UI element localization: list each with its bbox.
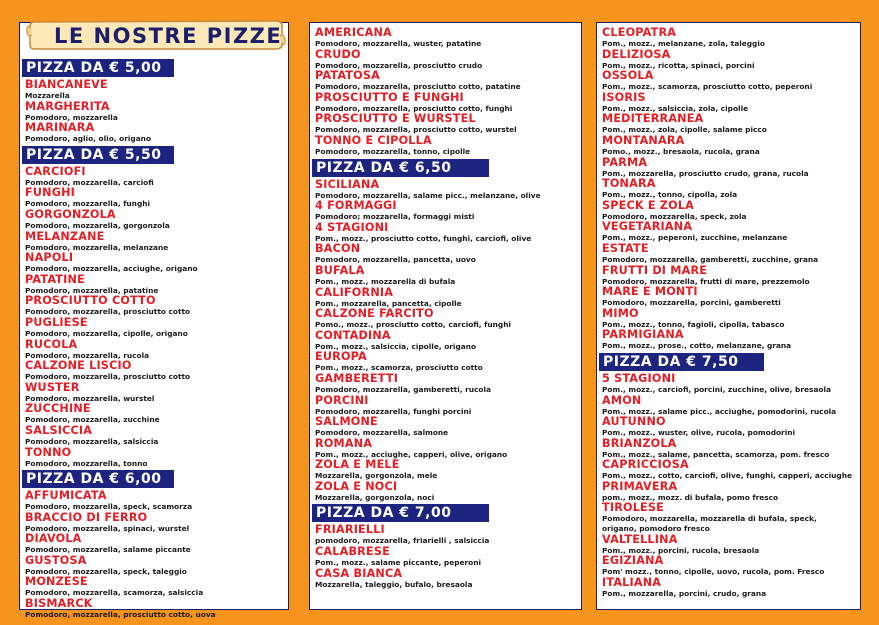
- pizza-ingredients: Pomodoro, mozzarella, wuster, patatine: [315, 39, 482, 48]
- pizza-name: 5 STAGIONI: [602, 371, 676, 385]
- pizza-name: AMERICANA: [315, 26, 392, 39]
- pizza-ingredients: Pom., mozz., tonno, fagioli, cipolla, tabasco: [602, 319, 785, 329]
- pizza-ingredients: Pomodoro, mozzarella, tonno, cipolle: [315, 146, 471, 156]
- pizza-ingredients: Pomodoro, mozzarella, cipolle, origano: [25, 328, 188, 338]
- pizza-name: CONTADINA: [315, 328, 391, 342]
- price-section-header: PIZZA DA € 7,00: [312, 504, 489, 522]
- pizza-name: FRIARIELLI: [315, 523, 385, 537]
- pizza-item: [315, 92, 577, 114]
- pizza-item: [315, 546, 577, 568]
- pizza-ingredients: Pomodoro, mozzarella, porcini, gamberetti: [602, 298, 781, 308]
- pizza-ingredients: Pomodoro, mozzarella, salame picc., melanzane, olive: [315, 190, 541, 200]
- pizza-item: [25, 101, 284, 123]
- pizza-ingredients: Mozzarella, gorgonzola, noci: [315, 492, 435, 502]
- pizza-ingredients: Pomodoro, mozzarella, carciofi: [25, 177, 154, 187]
- pizza-item: [25, 598, 284, 620]
- pizza-ingredients: Pomodoro, mozzarella, prosciutto cotto: [25, 307, 191, 317]
- pizza-item: [602, 178, 856, 200]
- pizza-item: [315, 373, 577, 395]
- pizza-item: [25, 403, 284, 425]
- pizza-name: GUSTOSA: [25, 553, 87, 567]
- pizza-item: [315, 438, 577, 460]
- pizza-item: [602, 395, 856, 417]
- pizza-ingredients: Pomodoro, mozzarella, scamorza, salsiccia: [25, 588, 204, 598]
- pizza-ingredients: pomodoro, mozzarella, friarielli , salsiccia: [315, 536, 490, 546]
- pizza-name: SICILIANA: [315, 177, 380, 191]
- pizza-name: BUFALA: [315, 263, 365, 277]
- price-section-header: PIZZA DA € 7,50: [599, 353, 764, 371]
- pizza-name: MARE E MONTI: [602, 285, 698, 299]
- pizza-item: [602, 481, 856, 503]
- pizza-name: GORGONZOLA: [25, 207, 116, 221]
- pizza-item: [602, 577, 856, 599]
- pizza-ingredients: pom., mozz., mozz. di bufala, pomo fresco: [602, 492, 779, 502]
- pizza-name: 4 STAGIONI: [315, 220, 389, 234]
- pizza-item: [25, 512, 284, 534]
- pizza-item: [25, 382, 284, 404]
- pizza-name: BRACCIO DI FERRO: [25, 510, 148, 524]
- pizza-name: CALABRESE: [315, 545, 390, 559]
- pizza-item: [25, 79, 284, 101]
- pizza-name: TONNO: [25, 445, 72, 459]
- pizza-ingredients: Pomodoro, mozzarella, speck, zola: [602, 211, 747, 221]
- pizza-name: TONNO E CIPOLLA: [315, 133, 432, 147]
- pizza-ingredients: Pomodoro, mozzarella, prosciutto cotto, uova: [25, 610, 216, 620]
- pizza-name: VALTELLINA: [602, 532, 678, 546]
- pizza-name: MARINARA: [25, 121, 95, 135]
- pizza-ingredients: Pom., mozz., mozzarella di bufala: [315, 276, 456, 286]
- pizza-name: MEDITERRANEA: [602, 112, 704, 126]
- pizza-item: [25, 317, 284, 339]
- pizza-name: AMON: [602, 393, 642, 407]
- pizza-name: PROSCIUTTO E WURSTEL: [315, 112, 476, 126]
- pizza-ingredients: Pomodoro, mozzarella, tonno: [25, 458, 148, 468]
- pizza-ingredients: Pom., mozz., scamorza, prosciutto cotto: [315, 363, 483, 373]
- pizza-name: GAMBERETTI: [315, 371, 399, 385]
- title-banner: [24, 18, 288, 52]
- pizza-name: PARMIGIANA: [602, 328, 684, 342]
- pizza-item: [315, 179, 577, 201]
- pizza-item: [315, 459, 577, 481]
- pizza-ingredients: Pomo., mozz., prosciutto cotto, carciofi, funghi: [315, 320, 512, 330]
- pizza-ingredients: Pomodoro, mozzarella, acciughe, origano: [25, 264, 198, 274]
- menu-title: LE NOSTRE PIZZE: [54, 24, 283, 48]
- pizza-item: [315, 27, 577, 49]
- pizza-name: EUROPA: [315, 350, 367, 364]
- pizza-item: [602, 308, 856, 330]
- pizza-item: [602, 157, 856, 179]
- price-section-header: PIZZA DA € 5,50: [22, 146, 174, 164]
- pizza-ingredients: Pom., mozz., zola, cipolle, salame picco: [602, 125, 767, 135]
- menu-column-3: [596, 22, 861, 610]
- pizza-name: MIMO: [602, 306, 639, 320]
- pizza-name: BISMARCK: [25, 597, 93, 611]
- pizza-item: [25, 447, 284, 469]
- pizza-ingredients: Pomodoro, mozzarella, prosciutto cotto: [25, 372, 191, 382]
- pizza-item: [315, 200, 577, 222]
- pizza-name: EGIZIANA: [602, 554, 664, 568]
- pizza-ingredients: Pomodoro, mozzarella, gorgonzola: [25, 220, 170, 230]
- pizza-name: SPECK E ZOLA: [602, 198, 695, 212]
- pizza-item: [602, 135, 856, 157]
- pizza-name: CALZONE LISCIO: [25, 359, 132, 373]
- pizza-item: [25, 166, 284, 188]
- pizza-item: [602, 438, 856, 460]
- pizza-name: ZUCCHINE: [25, 402, 91, 416]
- pizza-ingredients: Pom., mozz., porcini, rucola, bresaola: [602, 545, 760, 555]
- pizza-ingredients: Pomodoro, mozzarella, spinaci, wurstel: [25, 523, 190, 533]
- pizza-ingredients: Pomodoro, mozzarella, speck, taleggio: [25, 566, 187, 576]
- pizza-ingredients: Pom., mozz., acciughe, capperi, olive, origano: [315, 449, 508, 459]
- pizza-name: BRIANZOLA: [602, 436, 677, 450]
- pizza-item: [25, 209, 284, 231]
- pizza-ingredients: Pomodoro, mozzarella, funghi: [25, 199, 151, 209]
- pizza-name: PORCINI: [315, 393, 369, 407]
- pizza-item: [25, 425, 284, 447]
- pizza-name: ROMANA: [315, 436, 373, 450]
- pizza-item: [602, 113, 856, 135]
- pizza-item: [315, 524, 577, 546]
- pizza-name: CALIFORNIA: [315, 285, 394, 299]
- pizza-ingredients: Pomodoro, mozzarella, salmone: [315, 428, 449, 438]
- pizza-ingredients: Pom., mozz., melanzane, zola, taleggio: [602, 39, 765, 48]
- pizza-ingredients: Pomodoro, mozzarella, gamberetti, zucchine, grana: [602, 254, 819, 264]
- pizza-item: [315, 308, 577, 330]
- pizza-item: [315, 135, 577, 157]
- pizza-item: [602, 416, 856, 438]
- pizza-item: [602, 555, 856, 577]
- pizza-item: [315, 395, 577, 417]
- pizza-ingredients: Pom., mozz., salame picc., acciughe, pomodorini, rucola: [602, 406, 837, 416]
- pizza-ingredients: Mozzarella: [25, 91, 70, 100]
- pizza-item: [315, 49, 577, 71]
- pizza-name: PRIMAVERA: [602, 479, 678, 493]
- pizza-item: [602, 92, 856, 114]
- pizza-item: [25, 231, 284, 253]
- pizza-item: [602, 200, 856, 222]
- pizza-name: ZOLA E NOCI: [315, 479, 398, 493]
- pizza-ingredients: Pomo., mozz., bresaola, rucola, grana: [602, 146, 760, 156]
- pizza-item: [602, 534, 856, 556]
- pizza-item: [315, 568, 577, 590]
- pizza-ingredients-continued: origano, pomodoro fresco: [602, 524, 710, 534]
- pizza-item: [315, 243, 577, 265]
- pizza-ingredients: Pomodoro, mozzarella: [25, 112, 118, 122]
- pizza-name: CASA BIANCA: [315, 566, 403, 580]
- pizza-item: [25, 187, 284, 209]
- pizza-item: [602, 373, 856, 395]
- pizza-name: PATATOSA: [315, 69, 380, 83]
- pizza-name: FRUTTI DI MARE: [602, 263, 708, 277]
- pizza-item: [25, 295, 284, 317]
- price-section-header: PIZZA DA € 6,00: [22, 470, 174, 488]
- pizza-name: AFFUMICATA: [25, 489, 107, 503]
- pizza-ingredients: Mozzarella, taleggio, bufalo, bresaola: [315, 579, 473, 589]
- pizza-name: SALMONE: [315, 415, 378, 429]
- pizza-ingredients: Pom., mozzarella, porcini, crudo, grana: [602, 588, 767, 598]
- pizza-name: CARCIOFI: [25, 164, 86, 178]
- pizza-name: MARGHERITA: [25, 99, 110, 113]
- pizza-ingredients: Pomodoro, mozzarella, rucola: [25, 350, 150, 360]
- pizza-item: [315, 351, 577, 373]
- pizza-name: DIAVOLA: [25, 532, 82, 546]
- pizza-ingredients: Pom., mozz., carciofi, porcini, zucchine, olive, bresaola: [602, 384, 831, 394]
- pizza-item: [315, 265, 577, 287]
- pizza-name: TONARA: [602, 177, 656, 191]
- pizza-item: [315, 113, 577, 135]
- pizza-ingredients: Pomodoro, mozzarella, salsiccia: [25, 436, 159, 446]
- pizza-item: [602, 502, 856, 533]
- pizza-item: [25, 274, 284, 296]
- pizza-item: [602, 49, 856, 71]
- pizza-ingredients: Pomodoro, mozzarella, melanzane: [25, 242, 169, 252]
- pizza-name: CALZONE FARCITO: [315, 307, 434, 321]
- pizza-name: ESTATE: [602, 241, 649, 255]
- pizza-ingredients: Pomodoro, aglio, olio, origano: [25, 134, 152, 144]
- pizza-item: [25, 360, 284, 382]
- pizza-item: [602, 70, 856, 92]
- pizza-ingredients: Mozzarella, gorgonzola, mele: [315, 471, 438, 481]
- pizza-ingredients: Pom., mozz., ricotta, spinaci, porcini: [602, 60, 755, 70]
- pizza-ingredients: Pomodoro; mozzarella, formaggi misti: [315, 212, 475, 222]
- pizza-ingredients: Pomodoro, mozzarella, prosciutto cotto, funghi: [315, 103, 513, 113]
- pizza-item: [602, 329, 856, 351]
- pizza-ingredients: Pomodoro, mozzarella, mozzarella di bufala, speck,: [602, 514, 817, 524]
- pizza-item: [315, 416, 577, 438]
- pizza-ingredients: Pom., mozz., salsiccia, cipolle, origano: [315, 341, 477, 351]
- pizza-item: [602, 27, 856, 49]
- pizza-name: PROSCIUTTO COTTO: [25, 294, 156, 308]
- pizza-name: SALSICCIA: [25, 423, 93, 437]
- pizza-name: 4 FORMAGGI: [315, 199, 397, 213]
- price-section-header: PIZZA DA € 5,00: [22, 59, 174, 77]
- pizza-item: [315, 287, 577, 309]
- pizza-ingredients: Pom., mozz., cotto, carciofi, olive, funghi, capperi, acciughe: [602, 471, 852, 481]
- pizza-name: CAPRICCIOSA: [602, 458, 689, 472]
- pizza-name: VEGETARIANA: [602, 220, 693, 234]
- pizza-name: OSSOLA: [602, 69, 654, 83]
- pizza-item: [25, 252, 284, 274]
- pizza-item: [602, 265, 856, 287]
- pizza-ingredients: Pomodoro, mozzarella, salame piccante: [25, 545, 191, 555]
- pizza-item: [602, 221, 856, 243]
- pizza-name: TIROLESE: [602, 501, 664, 515]
- pizza-name: ITALIANA: [602, 575, 662, 589]
- pizza-name: ZOLA E MELE: [315, 458, 400, 472]
- pizza-name: RUCOLA: [25, 337, 78, 351]
- pizza-name: PATATINE: [25, 272, 85, 286]
- pizza-item: [315, 330, 577, 352]
- pizza-ingredients: Pomodoro, mozzarella, speck, scamorza: [25, 502, 193, 512]
- pizza-ingredients: Pomodoro, mozzarella, prosciutto cotto, wurstel: [315, 125, 517, 135]
- pizza-name: DELIZIOSA: [602, 47, 671, 61]
- pizza-name: CRUDO: [315, 47, 361, 61]
- pizza-name: BIANCANEVE: [25, 78, 108, 91]
- pizza-ingredients: Pomodoro, mozzarella, funghi porcini: [315, 406, 472, 416]
- pizza-name: NAPOLI: [25, 251, 74, 265]
- pizza-ingredients: Pomodoro, mozzarella, patatine: [25, 285, 159, 295]
- pizza-name: PUGLIESE: [25, 315, 88, 329]
- pizza-ingredients: Pom., mozzarella, prosciutto crudo, grana, rucola: [602, 168, 809, 178]
- pizza-ingredients: Pomodoro, mozzarella, prosciutto crudo: [315, 60, 483, 70]
- pizza-item: [25, 555, 284, 577]
- pizza-ingredients: Pom' mozz., tonno, cipolle, uovo, rucola, pom. Fresco: [602, 567, 825, 577]
- pizza-ingredients: Pom., mozz., salsiccia, zola, cipolle: [602, 103, 749, 113]
- pizza-name: FUNGHI: [25, 186, 75, 200]
- pizza-name: PROSCIUTTO E FUNGHI: [315, 90, 464, 104]
- pizza-ingredients: Pomodoro, mozzarella, frutti di mare, prezzemolo: [602, 276, 810, 286]
- pizza-name: BACON: [315, 242, 361, 256]
- pizza-item: [315, 481, 577, 503]
- pizza-name: MONTANARA: [602, 133, 685, 147]
- pizza-item: [602, 243, 856, 265]
- pizza-item: [25, 576, 284, 598]
- pizza-name: ISORIS: [602, 90, 646, 104]
- pizza-item: [602, 286, 856, 308]
- pizza-ingredients: Pom., mozz., peperoni, zucchine, melanzane: [602, 233, 788, 243]
- pizza-ingredients: Pom., mozz., scamorza, prosciutto cotto, peperoni: [602, 82, 813, 92]
- pizza-ingredients: Pom., mozz., wuster, olive, rucola, pomodorini: [602, 428, 796, 438]
- pizza-name: WUSTER: [25, 380, 80, 394]
- pizza-ingredients: Pom., mozz., prosciutto cotto, funghi, carciofi, olive: [315, 233, 532, 243]
- menu-column-1: [19, 22, 289, 620]
- pizza-ingredients: Pom., mozz., tonno, cipolla, zola: [602, 190, 738, 200]
- pizza-ingredients: Pomodoro, mozzarella, pancetta, uovo: [315, 255, 476, 265]
- pizza-item: [25, 490, 284, 512]
- pizza-name: CLEOPATRA: [602, 26, 677, 39]
- pizza-ingredients: Pom., mozz., salame, pancetta, scamorza, pom. fresco: [602, 449, 830, 459]
- pizza-ingredients: Pomodoro, mozzarella, wurstel: [25, 393, 155, 403]
- pizza-ingredients: Pomodoro, mozzarella, gamberetti, rucola: [315, 384, 492, 394]
- pizza-name: AUTUNNO: [602, 415, 666, 429]
- pizza-ingredients: Pom., mozz., prose., cotto, melanzane, grana: [602, 341, 792, 351]
- price-section-header: PIZZA DA € 6,50: [312, 159, 489, 177]
- pizza-item: [25, 533, 284, 555]
- pizza-ingredients: Pomodoro, mozzarella, prosciutto cotto, patatine: [315, 82, 521, 92]
- pizza-ingredients: Pom., mozzarella, pancetta, cipolle: [315, 298, 462, 308]
- pizza-name: PARMA: [602, 155, 648, 169]
- pizza-ingredients: Pomodoro, mozzarella, zucchine: [25, 415, 160, 425]
- pizza-item: [315, 70, 577, 92]
- menu-column-2: [309, 22, 582, 610]
- pizza-item: [602, 459, 856, 481]
- pizza-name: MELANZANE: [25, 229, 105, 243]
- pizza-name: MONZESE: [25, 575, 88, 589]
- pizza-ingredients: Pom., mozz., salame piccante, peperoni: [315, 558, 482, 568]
- pizza-item: [315, 222, 577, 244]
- pizza-item: [25, 339, 284, 361]
- pizza-item: [25, 122, 284, 144]
